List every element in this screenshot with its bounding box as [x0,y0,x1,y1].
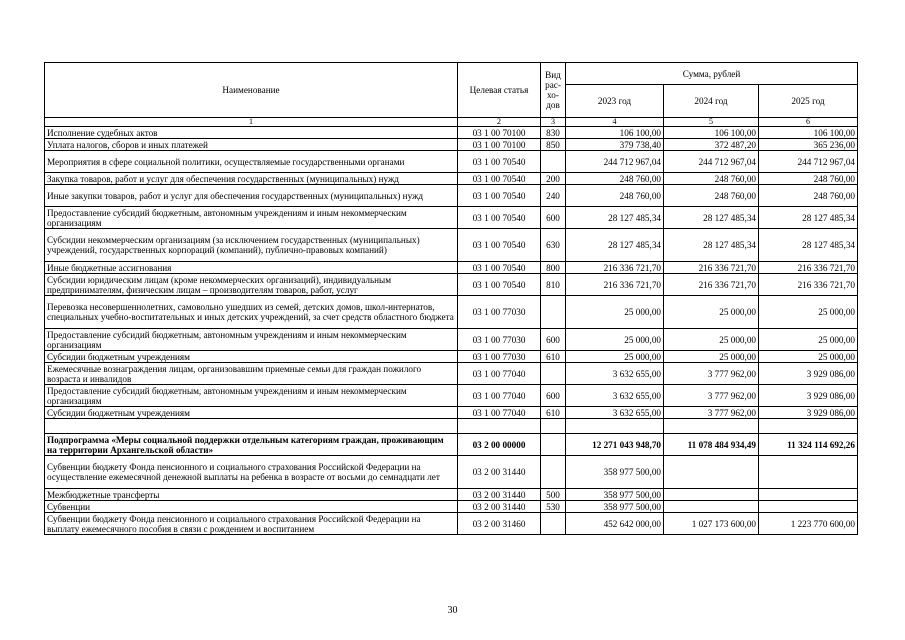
row-expense-type: 810 [541,274,566,296]
column-number: 4 [566,118,664,127]
table-row [45,489,858,501]
row-sum-2025 [759,456,858,489]
row-sum-2025 [759,489,858,501]
table-row [45,262,858,274]
column-number: 1 [45,118,458,127]
row-code: 03 1 00 70540 [458,207,541,229]
row-sum-2023: 3 632 655,00 [566,363,664,385]
row-expense-type [541,456,566,489]
row-sum-2024: 1 027 173 600,00 [664,513,759,535]
row-sum-2023: 25 000,00 [566,329,664,351]
table-row [45,351,858,363]
page-number: 30 [447,605,458,616]
row-name: Субсидии некоммерческим организациям (за исключением государственных (муниципальных) учреждений, государственных корпораций (компаний), публично-правовых компаний) [45,229,458,262]
row-code: 03 1 00 70540 [458,151,541,173]
row-code: 03 1 00 77030 [458,296,541,329]
row-sum-2025: 244 712 967,04 [759,151,858,173]
row-sum-2024: 25 000,00 [664,351,759,363]
header-target: Целевая статья [458,63,541,118]
row-sum-2023: 3 632 655,00 [566,407,664,419]
table-row [45,229,858,262]
row-sum-2024: 25 000,00 [664,329,759,351]
row-name: Исполнение судебных актов [45,127,458,139]
row-name: Субвенции бюджету Фонда пенсионного и социального страхования Российской Федерации на выплату ежемесячного пособия в связи с рождением и воспитанием [45,513,458,535]
row-sum-2023: 358 977 500,00 [566,501,664,513]
row-sum-2024 [664,489,759,501]
row-sum-2024: 25 000,00 [664,296,759,329]
row-code: 03 1 00 77040 [458,407,541,419]
row-expense-type: 850 [541,139,566,151]
table-row [45,173,858,185]
header-row [45,63,858,85]
header-year-2023: 2023 год [566,85,664,118]
row-sum-2023: 3 632 655,00 [566,385,664,407]
row-sum-2025 [759,419,858,434]
row-name [45,419,458,434]
row-sum-2023: 106 100,00 [566,127,664,139]
table-row [45,296,858,329]
row-sum-2023: 358 977 500,00 [566,456,664,489]
row-sum-2023: 12 271 043 948,70 [566,434,664,456]
row-name: Иные закупки товаров, работ и услуг для обеспечения государственных (муниципальных) нужд [45,185,458,207]
header-year-2024: 2024 год [664,85,759,118]
row-sum-2025: 25 000,00 [759,296,858,329]
column-number: 5 [664,118,759,127]
row-sum-2023: 248 760,00 [566,185,664,207]
subprogram-row [45,434,858,456]
row-code: 03 1 00 70100 [458,139,541,151]
row-sum-2023: 216 336 721,70 [566,274,664,296]
row-code: 03 1 00 70540 [458,262,541,274]
row-sum-2025 [759,501,858,513]
row-sum-2025: 3 929 086,00 [759,363,858,385]
row-sum-2025: 216 336 721,70 [759,274,858,296]
row-sum-2024: 244 712 967,04 [664,151,759,173]
row-sum-2025: 106 100,00 [759,127,858,139]
row-expense-type: 830 [541,127,566,139]
row-sum-2025: 28 127 485,34 [759,207,858,229]
row-sum-2024: 28 127 485,34 [664,229,759,262]
row-sum-2023: 379 738,40 [566,139,664,151]
row-name: Субвенции бюджету Фонда пенсионного и социального страхования Российской Федерации на осуществление ежемесячной денежной выплаты на ребенка в возрасте от восьми до семнадцати лет [45,456,458,489]
row-name: Мероприятия в сфере социальной политики, осуществляемые государственными органами [45,151,458,173]
row-sum-2024: 28 127 485,34 [664,207,759,229]
column-number: 3 [541,118,566,127]
row-sum-2025: 1 223 770 600,00 [759,513,858,535]
row-sum-2023: 244 712 967,04 [566,151,664,173]
row-expense-type: 500 [541,489,566,501]
row-name: Закупка товаров, работ и услуг для обеспечения государственных (муниципальных) нужд [45,173,458,185]
header-year-2025: 2025 год [759,85,858,118]
table-row [45,274,858,296]
row-sum-2025: 25 000,00 [759,351,858,363]
row-sum-2024: 3 777 962,00 [664,385,759,407]
row-expense-type [541,434,566,456]
row-name: Иные бюджетные ассигнования [45,262,458,274]
table-row [45,329,858,351]
row-sum-2024 [664,456,759,489]
row-expense-type: 800 [541,262,566,274]
row-sum-2024: 372 487,20 [664,139,759,151]
table-row [45,185,858,207]
row-expense-type [541,419,566,434]
row-sum-2024: 248 760,00 [664,185,759,207]
row-sum-2025: 248 760,00 [759,185,858,207]
row-sum-2024: 11 078 484 934,49 [664,434,759,456]
row-code: 03 1 00 77030 [458,329,541,351]
table-row [45,363,858,385]
row-name: Подпрограмма «Меры социальной поддержки отдельным категориям граждан, проживающим на территории Архангельской области» [45,434,458,456]
row-code: 03 1 00 70540 [458,274,541,296]
column-number: 2 [458,118,541,127]
table-row [45,407,858,419]
empty-row [45,419,858,434]
table-row [45,207,858,229]
row-sum-2024: 3 777 962,00 [664,407,759,419]
row-name: Субсидии бюджетным учреждениям [45,351,458,363]
row-sum-2024: 216 336 721,70 [664,262,759,274]
row-expense-type: 530 [541,501,566,513]
row-sum-2024: 106 100,00 [664,127,759,139]
row-code: 03 2 00 00000 [458,434,541,456]
row-name: Ежемесячные вознаграждения лицам, организовавшим приемные семьи для граждан пожилого возраста и инвалидов [45,363,458,385]
row-code: 03 1 00 70540 [458,185,541,207]
row-name: Межбюджетные трансферты [45,489,458,501]
row-sum-2024: 248 760,00 [664,173,759,185]
row-expense-type [541,296,566,329]
row-code: 03 2 00 31440 [458,501,541,513]
row-sum-2025: 3 929 086,00 [759,407,858,419]
row-sum-2023: 358 977 500,00 [566,489,664,501]
row-sum-2025: 11 324 114 692,26 [759,434,858,456]
row-sum-2025: 216 336 721,70 [759,262,858,274]
row-expense-type: 600 [541,207,566,229]
row-name: Предоставление субсидий бюджетным, автономным учреждениям и иным некоммерческим организациям [45,329,458,351]
header-sum: Сумма, рублей [566,63,858,85]
table-row [45,151,858,173]
row-name: Предоставление субсидий бюджетным, автономным учреждениям и иным некоммерческим организациям [45,207,458,229]
table-row [45,513,858,535]
row-expense-type: 200 [541,173,566,185]
row-sum-2023: 216 336 721,70 [566,262,664,274]
row-sum-2025: 28 127 485,34 [759,229,858,262]
row-sum-2023: 25 000,00 [566,296,664,329]
row-expense-type: 630 [541,229,566,262]
column-numbers-row [45,118,858,127]
row-sum-2023: 452 642 000,00 [566,513,664,535]
row-name: Перевозка несовершеннолетних, самовольно ушедших из семей, детских домов, школ-интернатов, специальных учебно-воспитательных и иных детских учреждений, за счет средств областного бюджета [45,296,458,329]
row-expense-type: 600 [541,329,566,351]
row-code: 03 2 00 31440 [458,489,541,501]
header-name: Наименование [45,63,458,118]
row-code: 03 2 00 31460 [458,513,541,535]
row-code: 03 1 00 70100 [458,127,541,139]
row-code [458,419,541,434]
row-expense-type: 600 [541,385,566,407]
row-code: 03 1 00 77040 [458,385,541,407]
table-row [45,385,858,407]
row-code: 03 2 00 31440 [458,456,541,489]
row-expense-type: 240 [541,185,566,207]
row-sum-2024: 216 336 721,70 [664,274,759,296]
row-sum-2025: 248 760,00 [759,173,858,185]
row-expense-type [541,513,566,535]
table-row [45,127,858,139]
row-name: Субвенции [45,501,458,513]
row-sum-2023: 248 760,00 [566,173,664,185]
row-name: Предоставление субсидий бюджетным, автономным учреждениям и иным некоммерческим организациям [45,385,458,407]
table-row [45,456,858,489]
header-type: Вид рас-хо-дов [541,63,566,118]
budget-table [44,62,858,535]
row-sum-2024: 3 777 962,00 [664,363,759,385]
row-code: 03 1 00 70540 [458,229,541,262]
row-name: Субсидии бюджетным учреждениям [45,407,458,419]
row-expense-type: 610 [541,407,566,419]
row-sum-2024 [664,501,759,513]
column-number: 6 [759,118,858,127]
row-name: Уплата налогов, сборов и иных платежей [45,139,458,151]
row-sum-2024 [664,419,759,434]
row-expense-type: 610 [541,351,566,363]
row-code: 03 1 00 77030 [458,351,541,363]
row-sum-2023: 28 127 485,34 [566,229,664,262]
row-code: 03 1 00 70540 [458,173,541,185]
row-expense-type [541,151,566,173]
row-sum-2025: 3 929 086,00 [759,385,858,407]
table-row [45,139,858,151]
row-sum-2023: 25 000,00 [566,351,664,363]
row-sum-2023 [566,419,664,434]
row-name: Субсидии юридическим лицам (кроме некоммерческих организаций), индивидуальным предпринимателям, физическим лицам – производителям товаров, работ, услуг [45,274,458,296]
row-sum-2025: 25 000,00 [759,329,858,351]
row-sum-2025: 365 236,00 [759,139,858,151]
row-expense-type [541,363,566,385]
row-code: 03 1 00 77040 [458,363,541,385]
table-row [45,501,858,513]
row-sum-2023: 28 127 485,34 [566,207,664,229]
